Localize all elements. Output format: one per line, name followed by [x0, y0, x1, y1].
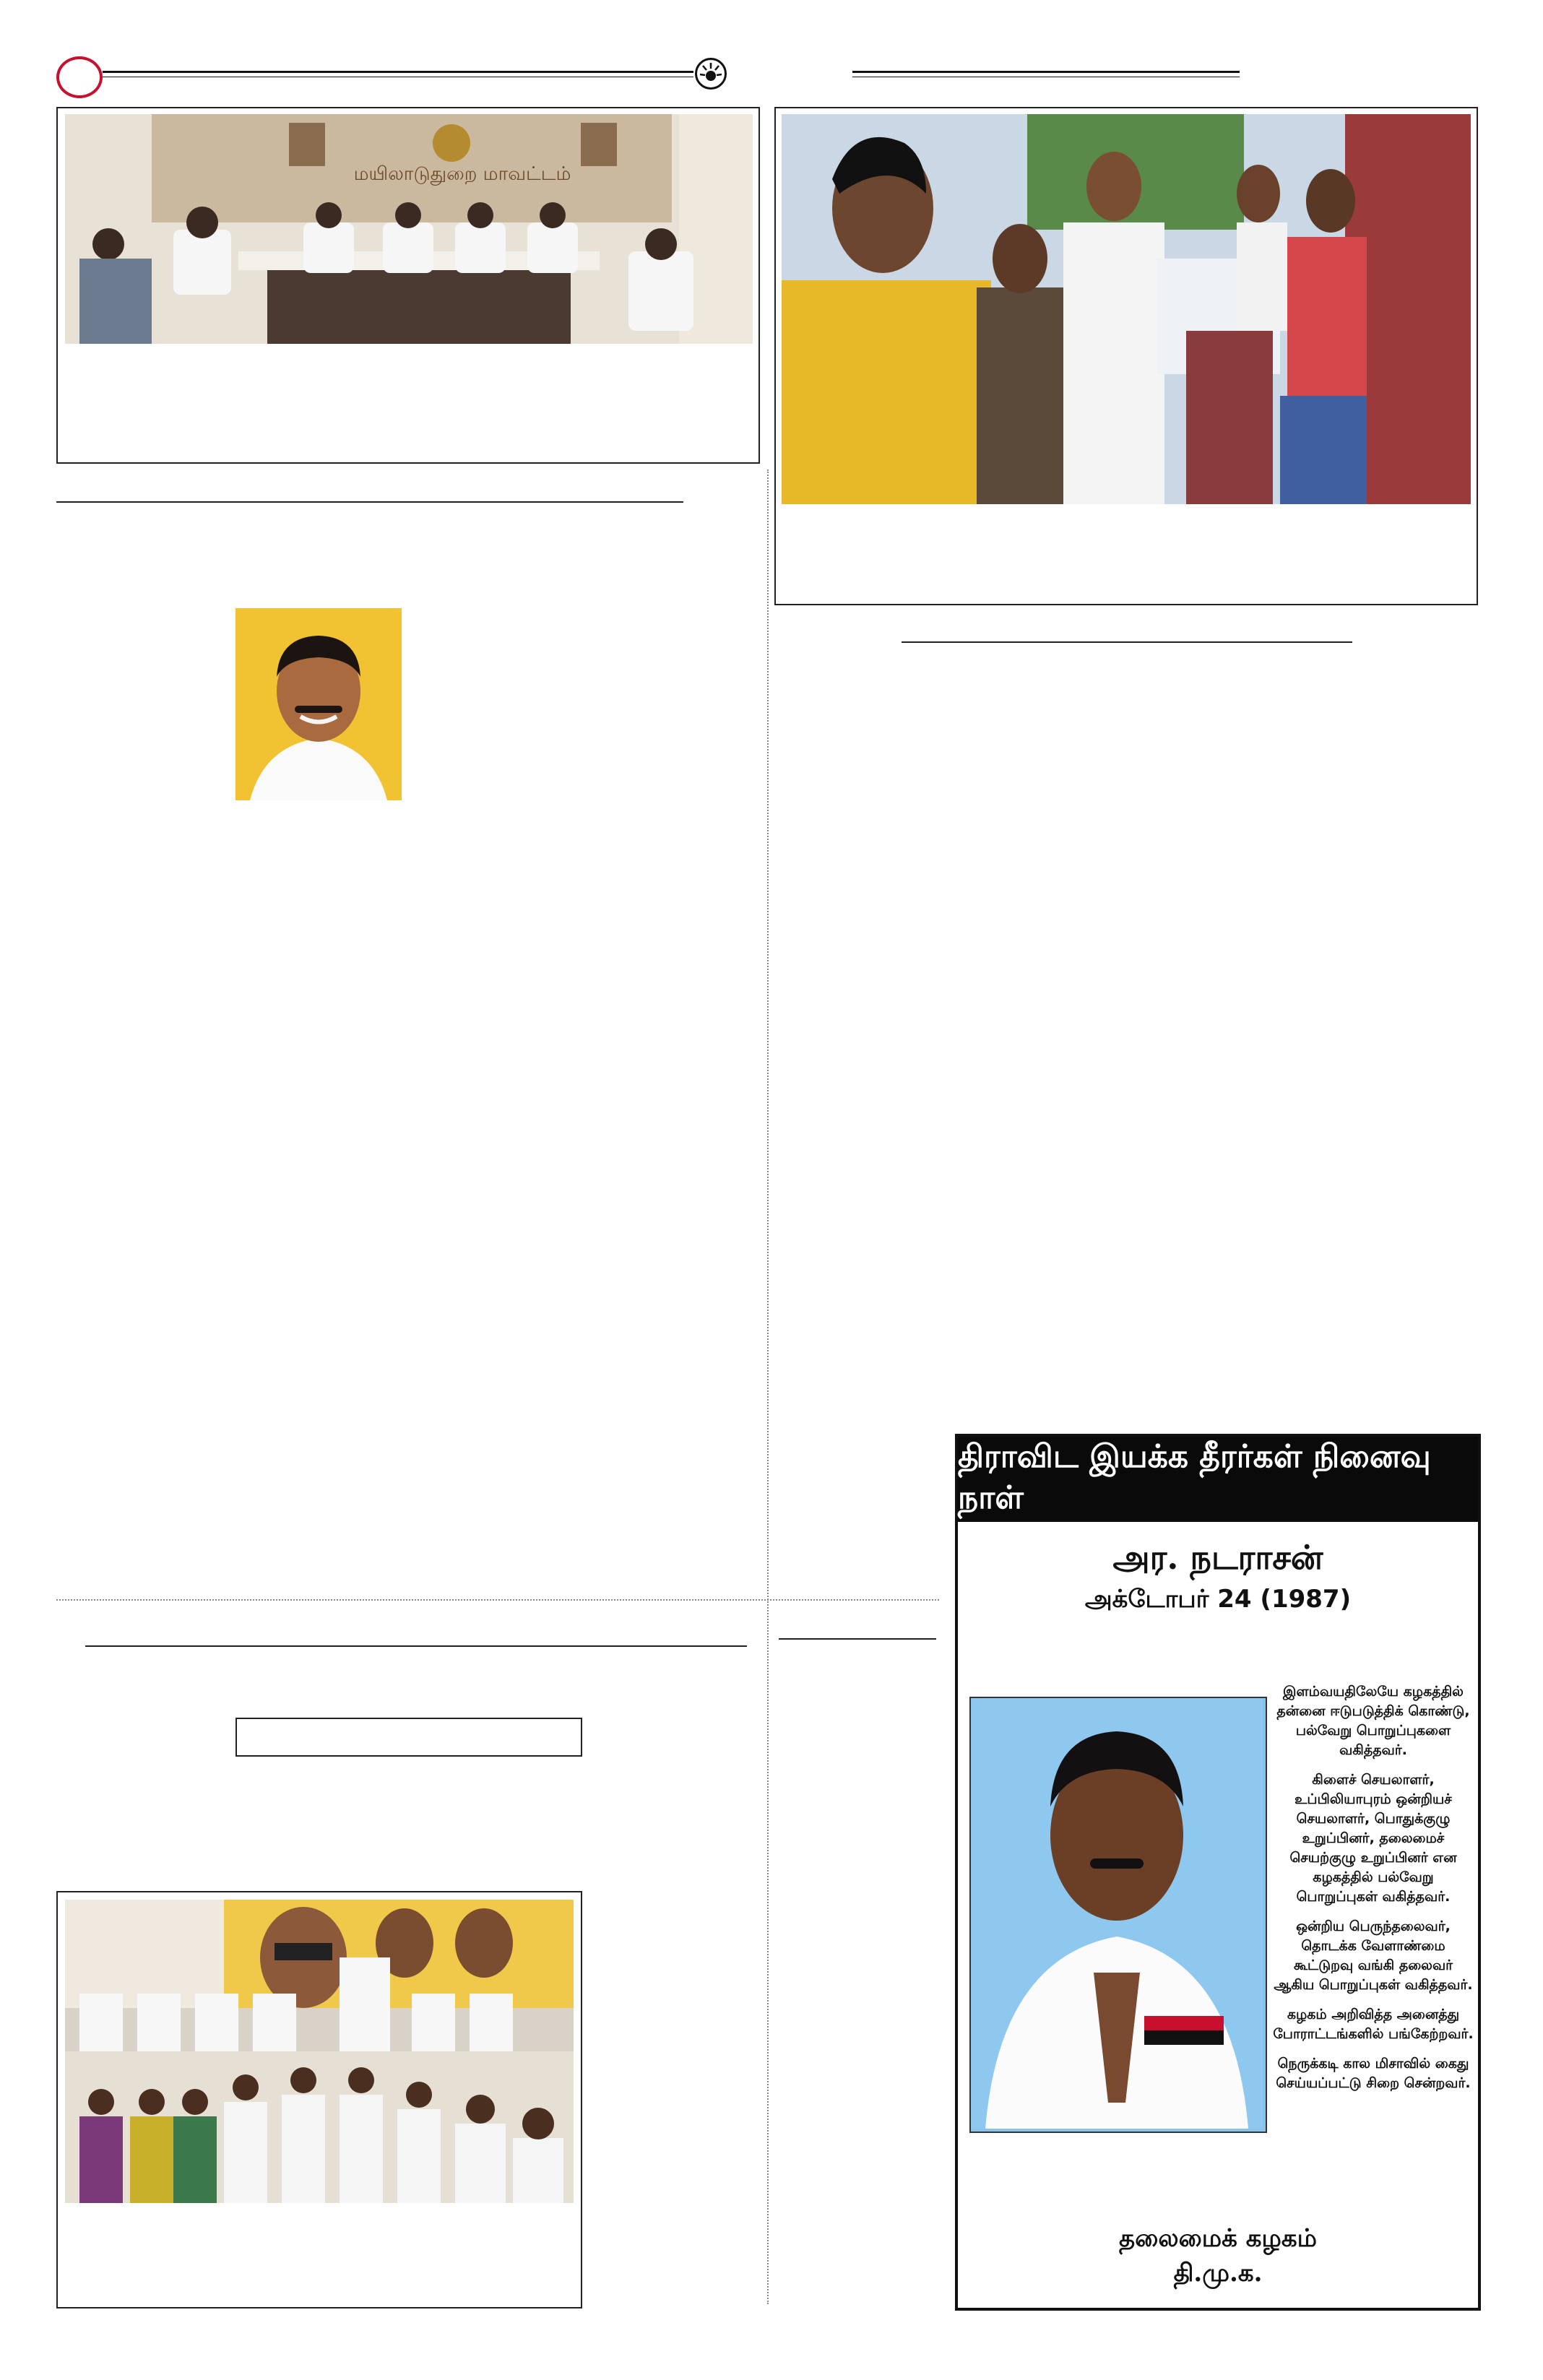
relief-distribution-photo: [782, 114, 1471, 504]
section-rule-left-1: [56, 501, 683, 503]
portrait-photo-yellow: [235, 608, 402, 800]
memorial-person-name: அர. நடராசன்: [1112, 1538, 1323, 1577]
photo-banner-text: மயிலாடுதுறை மாவட்டம்: [353, 163, 571, 185]
bio-paragraph: நெருக்கடி கால மிசாவில் கைது செய்யப்பட்டு சிறை சென்றவர்.: [1276, 2056, 1471, 2091]
section-divider-horizontal: [56, 1599, 939, 1601]
column-divider-vertical: [767, 469, 769, 2304]
section-rule-left-2: [85, 1645, 747, 1647]
bio-paragraph: இளம்வயதிலேயே கழகத்தில் தன்னை ஈடுபடுத்திக் கொண்டு, பல்வேறு பொறுப்புகளை வகித்தவர்.: [1276, 1684, 1470, 1758]
party-meeting-photo-top: [65, 1900, 574, 2051]
rising-sun-icon: [695, 58, 727, 90]
memorial-portrait: [969, 1697, 1267, 2133]
memorial-notice: [955, 1434, 1481, 2311]
memorial-date: அக்டோபர் 24 (1987): [1084, 1585, 1352, 1614]
meeting-hall-photo: [65, 114, 753, 344]
bio-paragraph: கழகம் அறிவித்த அனைத்து போராட்டங்களில் பங்கேற்றவர்.: [1273, 2007, 1474, 2042]
masthead-rule-left: [103, 71, 693, 73]
bio-paragraph: ஒன்றிய பெருந்தலைவர், தொடக்க வேளாண்மை கூட்டுறவு வங்கி தலைவர் ஆகிய பொறுப்புகள் வகித்தவர்.: [1274, 1918, 1473, 1993]
party-meeting-photo-bottom: [65, 2051, 574, 2203]
memorial-signature-org: தலைமைக் கழகம்: [1119, 2224, 1317, 2253]
masthead-rule-right: [852, 71, 1240, 73]
memorial-heading: திராவிட இயக்க தீரர்கள் நினைவு நாள்: [958, 1437, 1478, 1522]
section-rule-right-1: [902, 641, 1352, 643]
section-rule-mid: [779, 1638, 936, 1640]
caption-label-box: [235, 1718, 582, 1757]
page-marker-circle: [56, 56, 103, 98]
bio-paragraph: கிளைச் செயலாளர், உப்பிலியாபுரம் ஒன்றியச் செயலாளர், பொதுக்குழு உறுப்பினர், தலைமைச் செயற்குழு உறுப்பினர் என கழகத்தில் பல்வேறு பொறுப்புகள் வகித்தவர்.: [1289, 1772, 1457, 1905]
memorial-biography: [1271, 1682, 1475, 2103]
memorial-signature-party: தி.மு.க.: [1173, 2259, 1263, 2288]
